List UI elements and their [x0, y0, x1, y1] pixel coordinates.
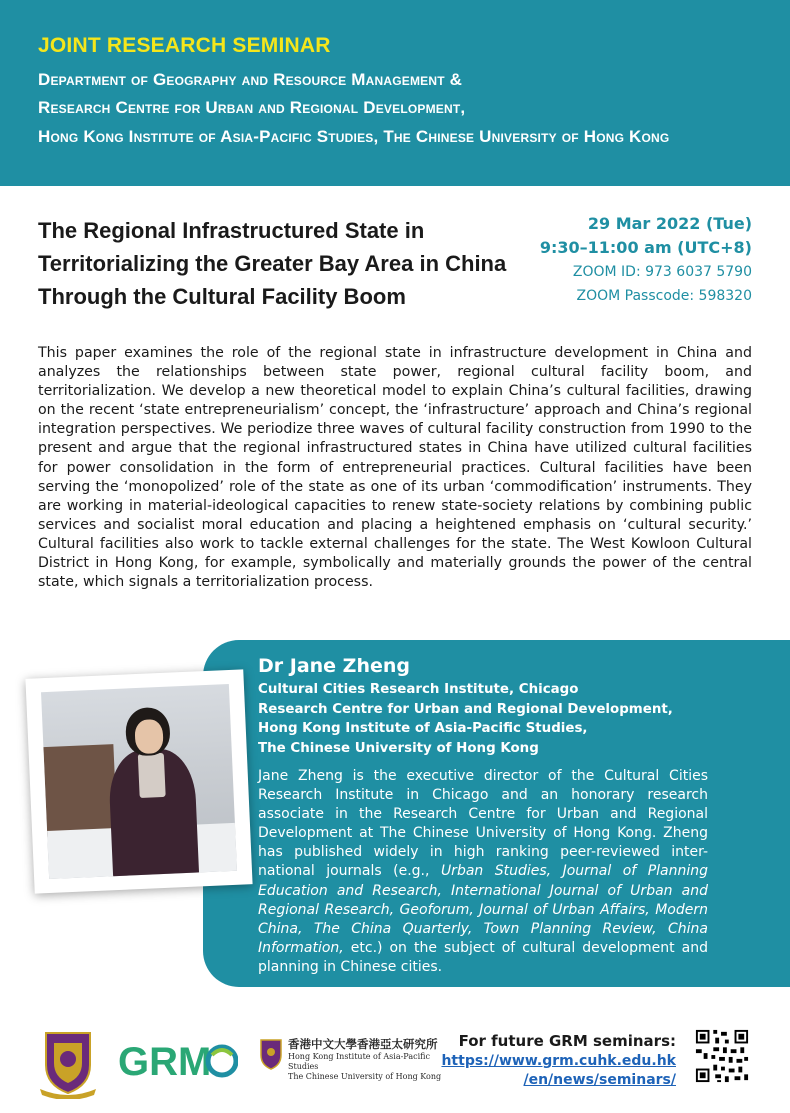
hkiaps-name-zh: 香港中文大學香港亞太研究所 — [288, 1037, 438, 1051]
speaker-name: Dr Jane Zheng — [258, 655, 410, 677]
photo-building — [43, 744, 117, 837]
affiliation-line-1: Cultural Cities Research Institute, Chicago — [258, 682, 579, 697]
header-banner — [0, 0, 790, 186]
event-time: 9:30–11:00 am (UTC+8) — [539, 238, 752, 257]
future-seminars-label: For future GRM seminars: — [458, 1032, 676, 1050]
department-line-3: Hong Kong Institute of Asia-Pacific Studies, The Chinese University of Hong Kong — [38, 127, 670, 146]
seminar-label: JOINT RESEARCH SEMINAR — [38, 34, 331, 57]
bio-outro: etc.) on the subject of cultural development and planning in Chinese cities. — [258, 939, 708, 975]
affiliation-line-2: Research Centre for Urban and Regional Development, — [258, 701, 673, 717]
qr-code-icon[interactable] — [694, 1028, 750, 1084]
department-line-2: Research Centre for Urban and Regional Development, — [38, 98, 466, 117]
speaker-affiliations — [258, 680, 758, 758]
speaker-bio — [258, 767, 708, 977]
hkiaps-name-en-2: The Chinese University of Hong Kong — [288, 1072, 442, 1081]
affiliation-line-4: The Chinese University of Hong Kong — [258, 740, 539, 756]
affiliation-line-3: Hong Kong Institute of Asia-Pacific Studies, — [258, 721, 588, 736]
grm-logo-text: GRM — [118, 1040, 212, 1083]
cuhk-crest-icon — [38, 1027, 98, 1099]
zoom-id: ZOOM ID: 973 6037 5790 — [572, 264, 752, 280]
seminars-link-line-1[interactable]: https://www.grm.cuhk.edu.hk — [441, 1053, 676, 1069]
hkiaps-crest-icon — [258, 1037, 284, 1073]
seminars-link-line-2[interactable]: /en/news/seminars/ — [523, 1072, 676, 1088]
future-seminars — [441, 1030, 676, 1090]
speaker-photo-frame — [25, 669, 252, 893]
event-date: 29 Mar 2022 (Tue) — [587, 214, 752, 233]
bio-journals: Urban Studies, Journal of Planning Education and Research, International Journal of Urban and Regional Research, Geoforum, Journal of Urban Affairs, Modern China, The China Quarterly, Town Planning Review, China Information, — [258, 863, 709, 956]
talk-title-line-2: Territorializing the Greater Bay Area in China — [38, 251, 507, 276]
department-line-1: Department of Geography and Resource Management & — [38, 70, 463, 89]
talk-title-line-3: Through the Cultural Facility Boom — [38, 284, 406, 309]
event-info — [540, 212, 752, 308]
abstract-paragraph: This paper examines the role of the regional state in infrastructure development in China and analyzes the relationships between state power, regional cultural facility boom, and territorialization. We develop a new theoretical model to explain China’s cultural facilities, drawing on the recent ‘state entrepreneurialism’ concept, the ‘infrastructure’ approach and China’s regional integration perspectives. We periodize three waves of cultural facility construction from 1990 to the present and argue that the regional infrastructured states in China have utilized cultural facilities for power consolidation in the form of entrepreneurial practices. Cultural facilities have been serving the ‘monopolized’ role of the state as one of its urban ‘commodification’ instruments. They are working in material-ideological capacities to renew state-society relations by combining public services and socialist moral education and placing a heightened emphasis on ‘cultural security.’ Cultural facilities also work to tackle external challenges for the state. The West Kowloon Cultural District in Hong Kong, for example, symbolically and materially grounds the power of the central state, which signals a territorialization process. — [38, 345, 752, 591]
grm-logo — [118, 1035, 238, 1083]
zoom-passcode: ZOOM Passcode: 598320 — [576, 288, 752, 304]
photo-face — [134, 719, 163, 754]
bio-intro: Jane Zheng is the executive director of the Cultural Cities Research Institute in Chicago and an honorary research associate in the Research Centre for Urban and Regional Development at The Chinese University of Hong Kong. Zheng has published widely in high ranking peer-reviewed inter-national journals (e.g., — [258, 768, 708, 880]
photo-scarf — [138, 753, 166, 798]
talk-title — [38, 214, 538, 313]
hkiaps-logo — [258, 1037, 458, 1083]
talk-title-line-1: The Regional Infrastructured State in — [38, 218, 425, 243]
hkiaps-name-en-1: Hong Kong Institute of Asia-Pacific Studies — [288, 1052, 430, 1071]
speaker-photo — [41, 684, 237, 879]
